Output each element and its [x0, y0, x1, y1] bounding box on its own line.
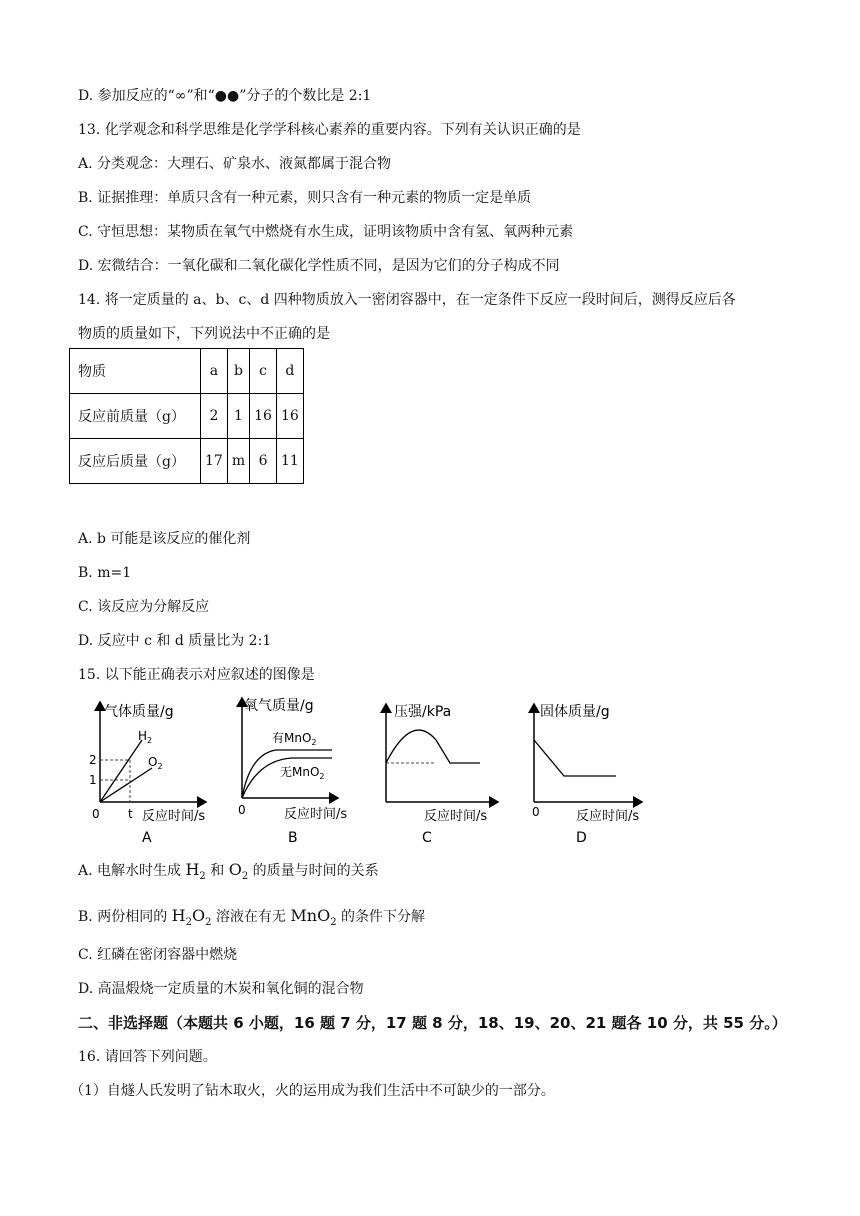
table-header-row [70, 349, 304, 394]
section-2-heading: 二、非选择题（本题共 6 小题，16 题 7 分，17 题 8 分，18、19、20、21 题各 10 分，共 55 分。） [78, 1014, 787, 1032]
table-cell: 物质 [70, 349, 201, 394]
graph-c [386, 704, 498, 846]
q14-option-a: A. b 可能是该反应的催化剂 [78, 531, 251, 547]
graph-b-caption: B [288, 830, 298, 846]
q15-graphs [86, 694, 666, 854]
graph-a-o2-label: $O_2$ [148, 755, 163, 771]
table-cell: 6 [250, 439, 277, 484]
q16-stem: 16. 请回答下列问题。 [78, 1049, 217, 1065]
graph-c-caption: C [422, 830, 432, 846]
table-cell: 反应前质量（g） [70, 394, 201, 439]
q13-option-d: D. 宏微结合：一氧化碳和二氧化碳化学性质不同，是因为它们的分子构成不同 [78, 258, 560, 274]
table-cell: 2 [201, 394, 228, 439]
graph-a-caption: A [142, 830, 152, 846]
table-row [70, 394, 304, 439]
graph-c-xlabel: 反应时间/s [424, 809, 488, 824]
graph-d-origin: 0 [532, 805, 540, 819]
graph-a-xlabel: 反应时间/s [142, 809, 206, 824]
q15-option-c: C. 红磷在密闭容器中燃烧 [78, 947, 238, 963]
graph-a-t-tick: t [128, 807, 133, 821]
graph-b [238, 698, 347, 846]
table-cell: 16 [250, 394, 277, 439]
graph-a-h2-line [100, 740, 142, 802]
graph-a-o2-line [100, 768, 152, 802]
graph-d-ylabel: 固体质量/g [540, 704, 610, 720]
graph-d-caption: D [576, 830, 587, 846]
graph-b-with-label: 有MnO$_2$ [272, 731, 317, 747]
graph-b-ylabel: 氧气质量/g [244, 698, 314, 714]
table-cell: 16 [276, 394, 303, 439]
table-cell: 反应后质量（g） [70, 439, 201, 484]
q15-option-b: B. 两份相同的 $H_2O_2$ 溶液在有无 MnO$_2$ 的条件下分解 [78, 906, 426, 928]
q12-option-d: D. 参加反应的“∞”和“●●”分子的个数比是 2:1 [78, 88, 372, 104]
table-cell: 1 [227, 394, 249, 439]
graph-a-tick-1: 1 [89, 773, 97, 787]
q13-option-a: A. 分类观念：大理石、矿泉水、液氮都属于混合物 [78, 156, 392, 172]
q14-option-d: D. 反应中 c 和 d 质量比为 2:1 [78, 633, 272, 649]
graph-b-without-label: 无MnO$_2$ [280, 765, 325, 781]
graph-d-mass-line [534, 740, 616, 776]
graph-a-origin: 0 [92, 807, 100, 821]
table-cell: d [276, 349, 303, 394]
q13-option-b: B. 证据推理：单质只含有一种元素，则只含有一种元素的物质一定是单质 [78, 190, 532, 206]
q15-option-a: A. 电解水时生成 $H_2$ 和 $O_2$ 的质量与时间的关系 [78, 860, 379, 882]
table-cell: c [250, 349, 277, 394]
q14-option-c: C. 该反应为分解反应 [78, 599, 210, 615]
q15-stem: 15. 以下能正确表示对应叙述的图像是 [78, 667, 315, 683]
graph-a-ylabel: 气体质量/g [104, 704, 174, 720]
graph-c-pressure-curve [386, 730, 480, 763]
q13-option-c: C. 守恒思想：某物质在氧气中燃烧有水生成，证明该物质中含有氢、氧两种元素 [78, 224, 574, 240]
q15-graph-set [86, 694, 666, 854]
table-row [70, 439, 304, 484]
graph-c-ylabel: 压强/kPa [394, 704, 452, 720]
q14-mass-table [69, 348, 304, 484]
graph-a [89, 702, 206, 846]
q13-stem: 13. 化学观念和科学思维是化学学科核心素养的重要内容。下列有关认识正确的是 [78, 122, 581, 138]
graph-b-xlabel: 反应时间/s [284, 807, 348, 822]
q14-option-b: B. m=1 [78, 565, 132, 581]
table-cell: 17 [201, 439, 228, 484]
graph-a-h2-label: $H_2$ [138, 729, 153, 745]
graph-a-tick-2: 2 [89, 753, 97, 767]
graph-b-origin: 0 [238, 803, 246, 817]
q14-stem-line1: 14. 将一定质量的 a、b、c、d 四种物质放入一密闭容器中，在一定条件下反应一段时间后，测得反应后各 [78, 292, 736, 308]
q16-part-1: （1）自燧人氏发明了钻木取火，火的运用成为我们生活中不可缺少的一部分。 [70, 1083, 555, 1099]
table-cell: a [201, 349, 228, 394]
table-cell: m [227, 439, 249, 484]
graph-d [532, 703, 642, 846]
q14-stem-line2: 物质的质量如下，下列说法中不正确的是 [78, 326, 330, 342]
q15-option-d: D. 高温煅烧一定质量的木炭和氧化铜的混合物 [78, 981, 364, 997]
graph-d-xlabel: 反应时间/s [576, 809, 640, 824]
table-cell: b [227, 349, 249, 394]
table-cell: 11 [276, 439, 303, 484]
